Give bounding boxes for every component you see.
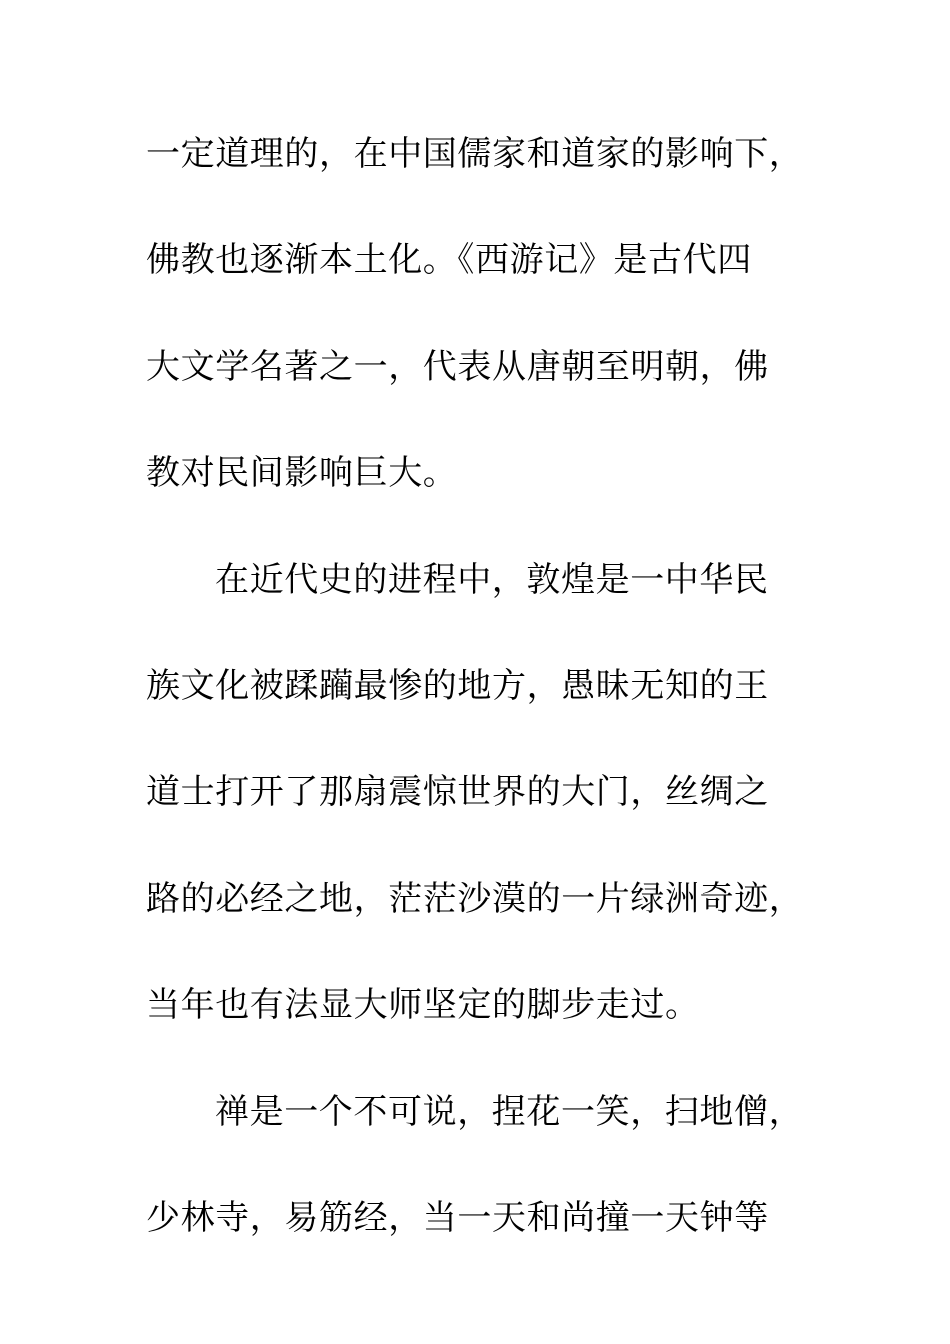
text-line: 少林寺，易筋经，当一天和尚撞一天钟等 bbox=[146, 1197, 769, 1238]
paragraph-start-line: 在近代史的进程中，敦煌是一中华民 bbox=[215, 559, 769, 600]
body-text bbox=[146, 124, 826, 1294]
text-line: 当年也有法显大师坚定的脚步走过。 bbox=[146, 985, 700, 1026]
text-line: 佛教也逐渐本土化。《西游记》是古代四 bbox=[146, 240, 752, 281]
text-line: 大文学名著之一，代表从唐朝至明朝，佛 bbox=[146, 346, 769, 387]
text-line: 道士打开了那扇震惊世界的大门，丝绸之 bbox=[146, 772, 769, 813]
text-line: 路的必经之地，茫茫沙漠的一片绿洲奇迹， bbox=[146, 878, 804, 919]
paragraph-start-line: 禅是一个不可说，捏花一笑，扫地僧， bbox=[215, 1091, 804, 1132]
text-line: 族文化被蹂躏最惨的地方，愚昧无知的王 bbox=[146, 665, 769, 706]
text-line: 教对民间影响巨大。 bbox=[146, 453, 458, 494]
text-line: 一定道理的，在中国儒家和道家的影响下， bbox=[146, 134, 804, 174]
